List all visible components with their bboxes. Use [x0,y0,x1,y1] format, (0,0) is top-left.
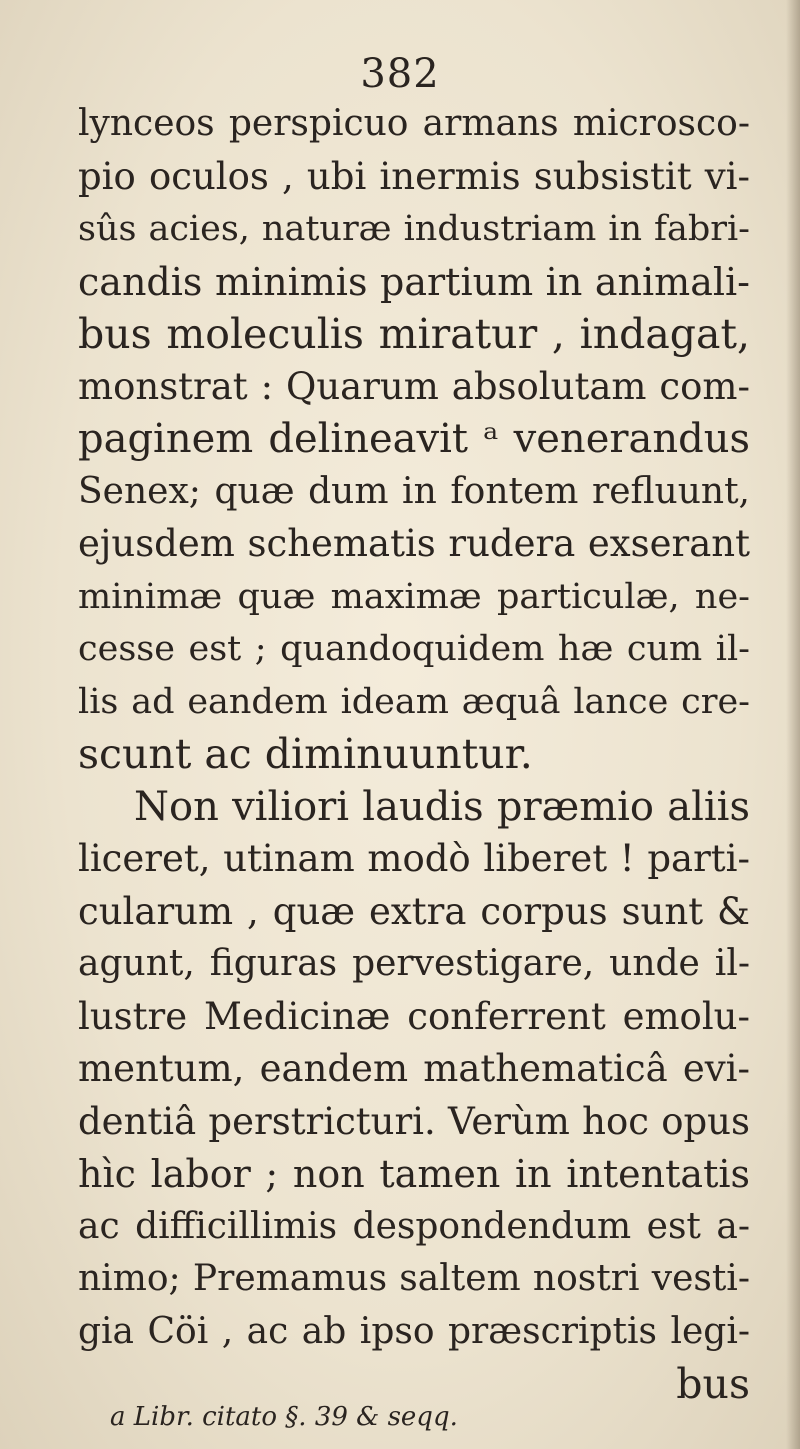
text-line: mentum, eandem mathematicâ evi- [78,1047,750,1090]
text-line: hìc labor ; non tamen in intentatis [78,1152,750,1196]
text-line: agunt, figuras pervestigare, unde il- [78,943,750,984]
text-line: lynceos perspicuo armans microsco- [78,103,750,144]
text-line: Senex; quæ dum in fontem refluunt, [78,470,750,512]
text-line: minimæ quæ maximæ particulæ, ne- [78,576,750,617]
page-number: 382 [360,51,440,97]
text-line: ac difficillimis despondendum est a- [78,1205,750,1247]
text-line: bus moleculis miratur , indagat, [78,310,750,358]
text-line: candis minimis partium in animali- [78,259,750,304]
text-line: dentiâ perstricturi. Verùm hoc opus [78,1099,750,1143]
text-line: cesse est ; quandoquidem hæ cum il- [78,629,750,669]
catchword: bus [676,1360,750,1408]
body-text [78,98,750,1411]
text-line: paginem delineavit ᵃ venerandus [78,416,750,462]
text-line: lis ad eandem ideam æquâ lance cre- [78,681,750,722]
text-line: sûs acies, naturæ industriam in fabri- [78,209,750,249]
text-line-paragraph-start: Non viliori laudis præmio aliis [134,783,750,830]
text-line: ejusdem schematis rudera exserant [78,522,750,565]
text-line: lustre Medicinæ conferrent emolu- [78,994,750,1038]
text-line: cularum , quæ extra corpus sunt & [78,889,750,933]
text-line: nimo; Premamus saltem nostri vesti- [78,1258,750,1299]
text-line: monstrat : Quarum absolutam com- [78,364,750,408]
text-line: liceret, utinam modò liberet ! parti- [78,837,750,880]
text-line: pio oculos , ubi inermis subsistit vi- [78,154,750,198]
page-edge-shadow [786,0,800,1449]
text-line: gia Cöi , ac ab ipso præscriptis legi- [78,1310,750,1352]
text-line-paragraph-end: scunt ac diminuuntur. [78,730,533,778]
footnote: a Libr. citato §. 39 & seqq. [110,1402,458,1432]
